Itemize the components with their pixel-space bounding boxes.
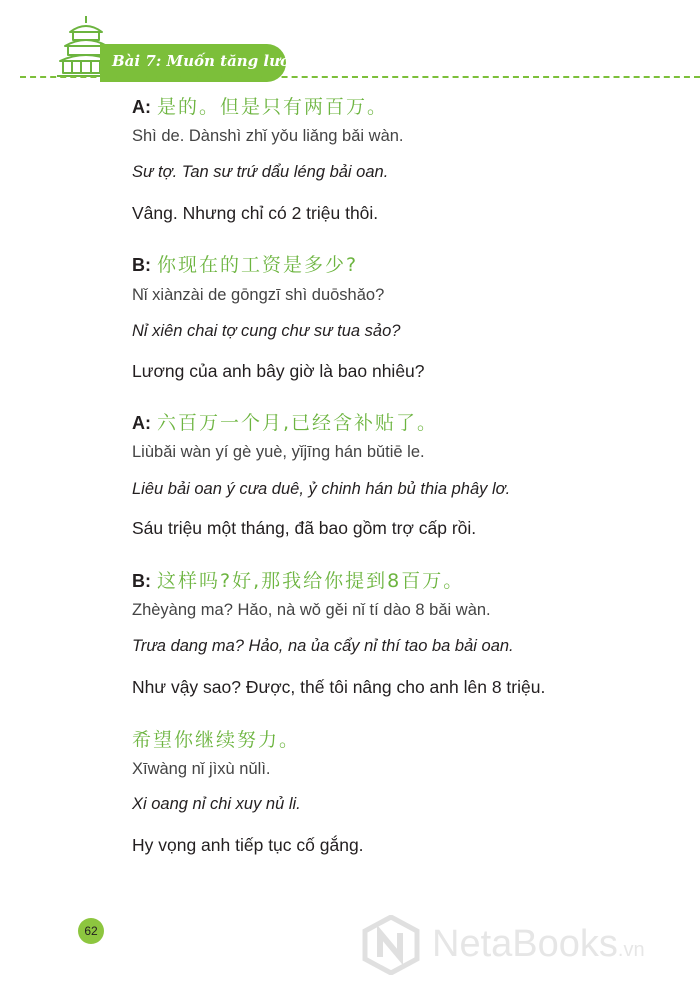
vietnamese-line: Như vậy sao? Được, thế tôi nâng cho anh lên 8 triệu. (132, 677, 546, 697)
speaker-label: A: (132, 97, 151, 117)
dashed-divider (20, 76, 700, 78)
pinyin-line: Xīwàng nǐ jìxù nǔlì. (132, 760, 271, 778)
phonetic-line: Trưa dang ma? Hảo, na ủa cẩy nỉ thí tao ba bải oan. (132, 637, 514, 655)
speaker-label: B: (132, 255, 151, 275)
chinese-line (132, 725, 300, 752)
speaker-label: A: (132, 413, 151, 433)
watermark (362, 915, 687, 975)
chinese-text: 希望你继续努力。 (132, 729, 301, 751)
vietnamese-line: Hy vọng anh tiếp tục cố gắng. (132, 835, 364, 855)
watermark-text (432, 923, 645, 966)
chinese-line (132, 408, 438, 435)
phonetic-line: Nỉ xiên chai tợ cung chư sư tua sảo? (132, 322, 401, 340)
pinyin-line: Shì de. Dànshì zhǐ yǒu liǎng bǎi wàn. (132, 127, 404, 145)
pinyin-line: Liùbǎi wàn yí gè yuè, yǐjīng hán bǔtiē le. (132, 443, 425, 461)
vietnamese-line: Lương của anh bây giờ là bao nhiêu? (132, 361, 425, 381)
page-number: 62 (78, 918, 104, 944)
speaker-label: B: (132, 571, 151, 591)
chinese-line (132, 92, 388, 119)
phonetic-line: Sư tợ. Tan sư trứ dẩu léng bải oan. (132, 163, 389, 181)
chinese-line (132, 250, 358, 277)
vietnamese-line: Sáu triệu một tháng, đã bao gồm trợ cấp rồi. (132, 518, 477, 538)
watermark-suffix: .vn (617, 939, 645, 961)
watermark-brand: NetaBooks (432, 923, 618, 965)
phonetic-line: Liêu bải oan ý cưa duê, ỷ chinh hán bủ thia phây lơ. (132, 480, 511, 498)
chinese-text: 六百万一个月,已经含补贴了。 (157, 412, 439, 434)
chinese-line (132, 566, 464, 593)
chinese-text: 是的。但是只有两百万。 (157, 96, 389, 118)
vietnamese-line: Vâng. Nhưng chỉ có 2 triệu thôi. (132, 203, 379, 223)
pinyin-line: Nǐ xiànzài de gōngzī shì duōshǎo? (132, 286, 385, 304)
phonetic-line: Xi oang nỉ chi xuy nủ li. (132, 795, 301, 813)
pinyin-line: Zhèyàng ma? Hǎo, nà wǒ gěi nǐ tí dào 8 bǎi wàn. (132, 601, 491, 619)
page-header (0, 0, 700, 90)
netabooks-logo-icon (362, 915, 420, 975)
chinese-text: 你现在的工资是多少? (157, 254, 359, 276)
lesson-title: Bài 7: Muốn tăng lương (112, 52, 312, 70)
chinese-text: 这样吗?好,那我给你提到8百万。 (157, 570, 465, 592)
